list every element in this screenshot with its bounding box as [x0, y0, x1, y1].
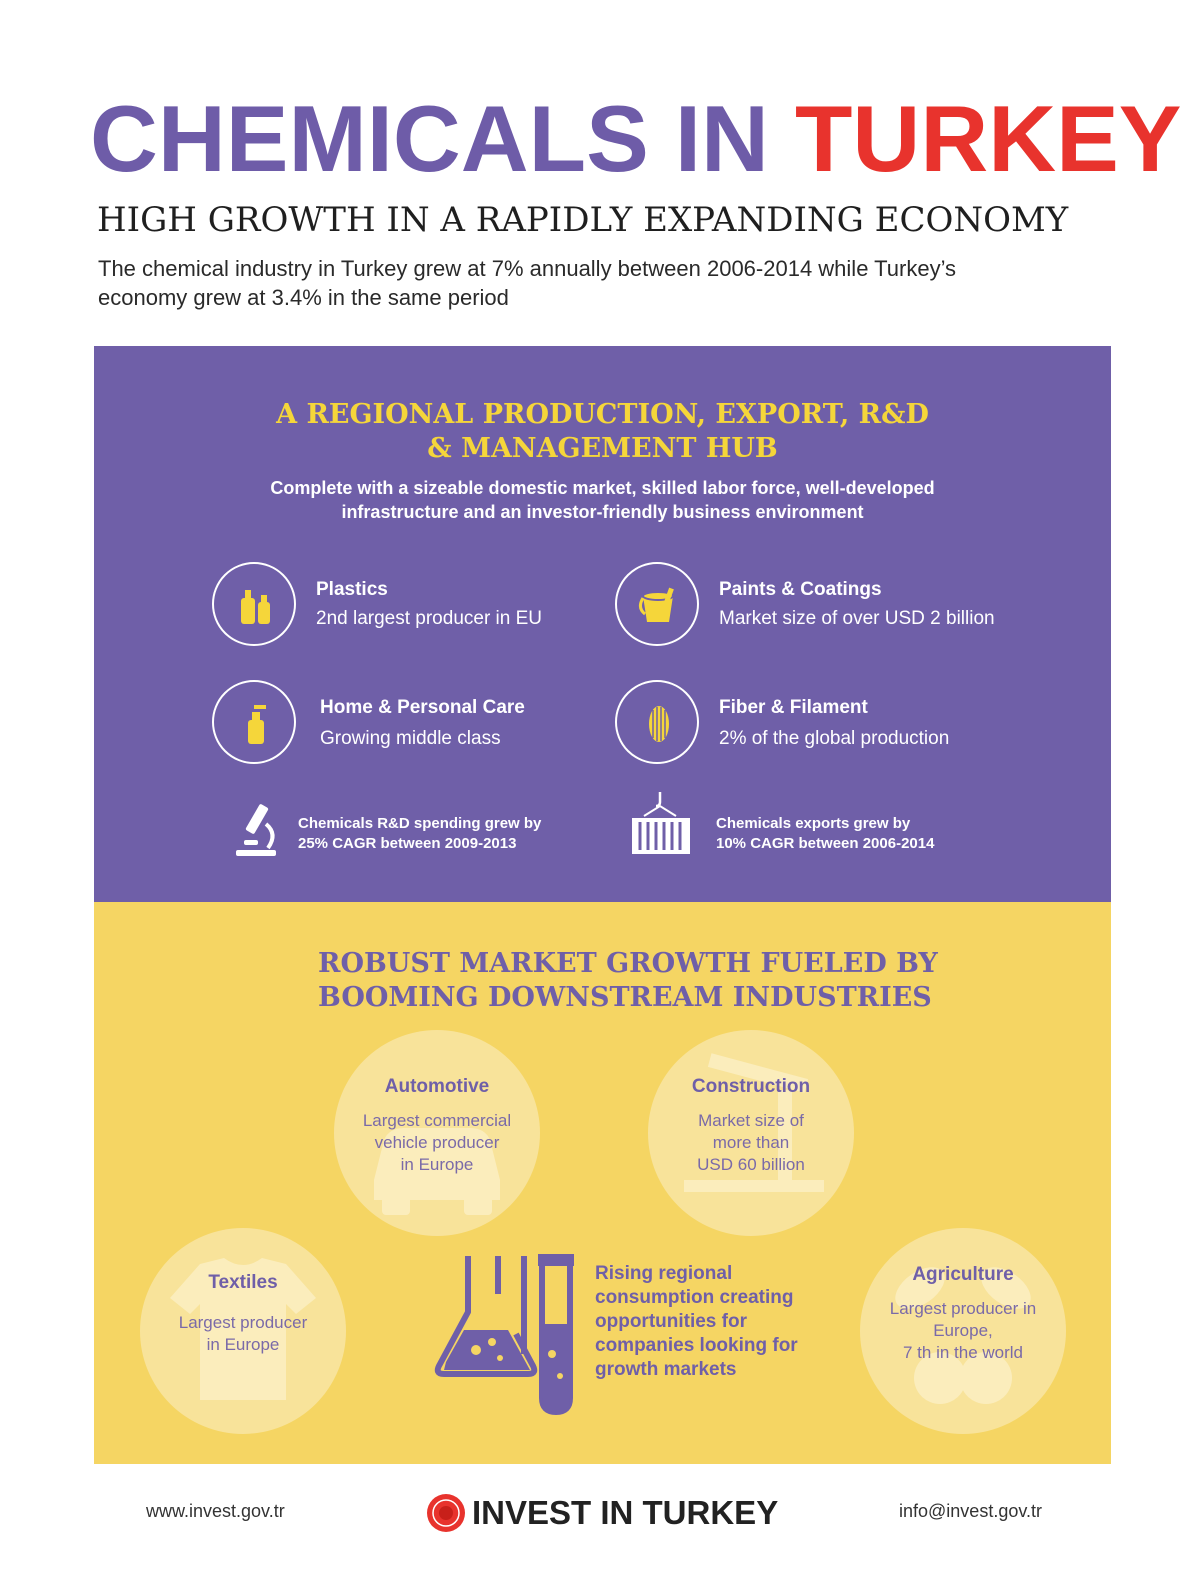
industry-name: Construction — [691, 1076, 811, 1097]
sector-value: Growing middle class — [320, 728, 501, 749]
stat-text — [716, 814, 934, 854]
sector-paints-coatings — [615, 562, 1035, 652]
hub-title-line: & MANAGEMENT HUB — [427, 433, 778, 464]
sector-ring — [212, 562, 296, 646]
lab-flask-icon — [434, 1254, 586, 1416]
title-part-chemicals: CHEMICALS IN — [90, 86, 769, 191]
filament-spool-icon — [637, 702, 681, 746]
industry-textiles — [140, 1228, 346, 1434]
page-title — [90, 86, 1182, 191]
stat-line: Chemicals R&D spending grew by — [298, 815, 542, 832]
industry-desc-line: Europe, — [933, 1321, 993, 1340]
sector-name: Paints & Coatings — [719, 579, 882, 600]
industry-desc-line: 7 th in the world — [902, 1343, 1023, 1362]
industry-description — [334, 1110, 540, 1176]
brand-name: INVEST IN TURKEY — [472, 1494, 779, 1531]
intro-line: The chemical industry in Turkey grew at 7% annually between 2006-2014 while Turkey’s — [98, 256, 957, 281]
stat-rnd — [232, 800, 632, 860]
rising-line: companies looking for — [595, 1335, 798, 1356]
industry-description — [860, 1298, 1066, 1364]
hub-desc-line: infrastructure and an investor-friendly business environment — [341, 502, 864, 522]
intro-text — [98, 254, 1108, 312]
industry-description — [648, 1110, 854, 1176]
industry-desc-line: in Europe — [206, 1335, 280, 1354]
industry-construction — [648, 1030, 854, 1236]
website-link[interactable]: www.invest.gov.tr — [146, 1501, 285, 1521]
industry-name: Automotive — [384, 1076, 490, 1097]
intro-line: economy grew at 3.4% in the same period — [98, 285, 509, 310]
stat-exports — [630, 790, 1030, 850]
industry-desc-line: USD 60 billion — [697, 1155, 805, 1174]
industry-desc-line: vehicle producer — [374, 1133, 500, 1152]
rising-line: growth markets — [595, 1359, 737, 1380]
stat-line: 10% CAGR between 2006-2014 — [716, 835, 935, 852]
rising-line: Rising regional — [595, 1263, 733, 1284]
rising-line: opportunities for — [595, 1311, 747, 1332]
sector-home-personal-care — [212, 680, 632, 770]
page-subtitle: HIGH GROWTH IN A RAPIDLY EXPANDING ECONOMY — [97, 200, 1069, 240]
industry-desc-line: Largest producer — [178, 1313, 308, 1332]
sector-value: 2nd largest producer in EU — [316, 608, 543, 629]
sector-name: Fiber & Filament — [719, 697, 868, 718]
bottles-icon — [234, 584, 278, 628]
market-section — [94, 902, 1111, 1464]
hub-section — [94, 346, 1111, 902]
email-link[interactable]: info@invest.gov.tr — [899, 1501, 1042, 1521]
industry-desc-line: Largest commercial — [362, 1111, 512, 1130]
hub-description — [94, 476, 1111, 524]
sector-ring — [615, 680, 699, 764]
title-part-turkey: TURKEY — [795, 86, 1182, 191]
sector-value: Market size of over USD 2 billion — [719, 608, 995, 629]
industry-desc-line: Largest producer in — [889, 1299, 1037, 1318]
industry-agriculture — [860, 1228, 1066, 1434]
market-title-line: ROBUST MARKET GROWTH FUELED BY — [318, 948, 938, 979]
sector-fiber-filament — [615, 680, 1035, 770]
market-title-line: BOOMING DOWNSTREAM INDUSTRIES — [318, 982, 932, 1013]
industry-desc-line: Market size of — [698, 1111, 804, 1130]
soap-dispenser-icon — [234, 702, 278, 746]
paint-bucket-icon — [637, 584, 681, 628]
market-title — [318, 947, 938, 1015]
industry-desc-line: more than — [712, 1133, 790, 1152]
industry-description — [140, 1312, 346, 1356]
sector-ring — [212, 680, 296, 764]
stat-text — [298, 814, 541, 854]
stat-line: Chemicals exports grew by — [716, 815, 911, 832]
sector-ring — [615, 562, 699, 646]
invest-in-turkey-logo-icon — [426, 1493, 466, 1533]
microscope-icon — [232, 800, 284, 860]
sector-name: Plastics — [316, 579, 388, 600]
shipping-container-icon — [630, 790, 694, 856]
hub-desc-line: Complete with a sizeable domestic market, skilled labor force, well-developed — [270, 478, 935, 498]
industry-name: Agriculture — [912, 1264, 1014, 1285]
hub-title — [94, 398, 1111, 466]
industry-automotive — [334, 1030, 540, 1236]
rising-consumption-text — [595, 1262, 798, 1382]
sector-plastics — [212, 562, 632, 652]
stat-line: 25% CAGR between 2009-2013 — [298, 835, 517, 852]
rising-line: consumption creating — [595, 1287, 794, 1308]
hub-title-line: A REGIONAL PRODUCTION, EXPORT, R&D — [276, 399, 929, 430]
industry-name: Textiles — [208, 1272, 278, 1293]
sector-value: 2% of the global production — [719, 728, 950, 749]
center-illustration — [434, 1254, 586, 1421]
sector-name: Home & Personal Care — [320, 697, 525, 718]
industry-desc-line: in Europe — [400, 1155, 474, 1174]
